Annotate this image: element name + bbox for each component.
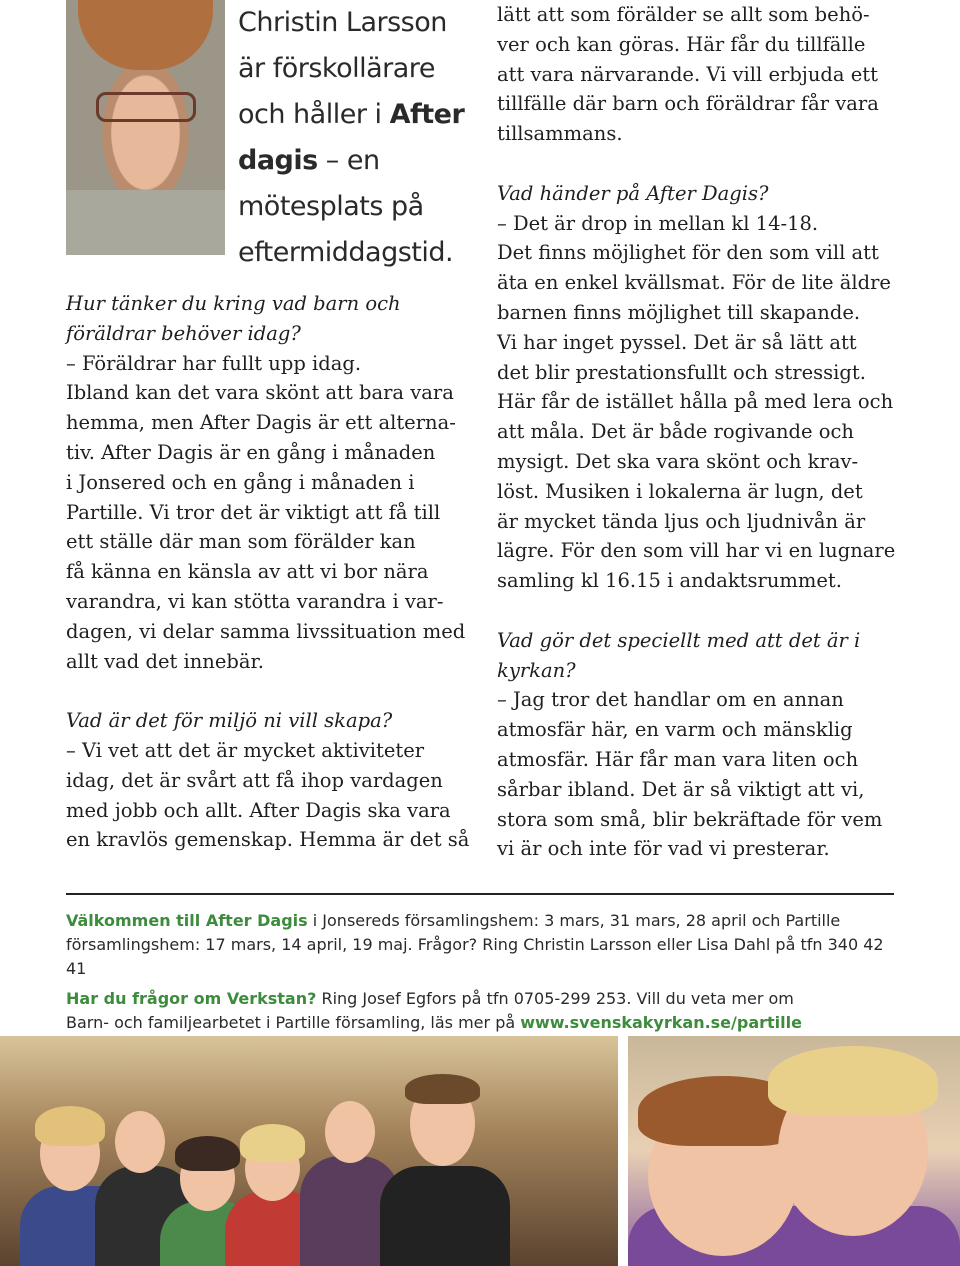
article-column-right	[497, 0, 897, 864]
body-line: lätt att som förälder se allt som behö-	[497, 3, 870, 26]
body-line: Ibland kan det vara skönt att bara vara	[66, 381, 454, 405]
body-line: det blir prestationsfullt och stressigt.	[497, 360, 866, 384]
verkstan-line-2	[66, 1011, 906, 1035]
body-line: tiv. After Dagis är en gång i månaden	[66, 440, 436, 464]
body-line: med jobb och allt. After Dagis ska vara	[66, 798, 451, 822]
body-line: atmosfär här, en varm och mänsklig	[497, 718, 853, 742]
welcome-text: i Jonsereds församlingshem: 3 mars, 31 mars, 28 april och Partille	[307, 911, 841, 930]
intro-text: och håller i	[238, 99, 390, 130]
body-line: vi är och inte för vad vi presterar.	[497, 837, 830, 861]
portrait-photo	[66, 0, 225, 255]
portrait-hair	[78, 0, 213, 70]
body-line: idag, det är svårt att få ihop vardagen	[66, 768, 443, 792]
intro-text: – en	[317, 145, 380, 176]
verkstan-text: Ring Josef Egfors på tfn 0705-299 253. Vill du veta mer om	[316, 989, 794, 1008]
body-line: få känna en känsla av att vi bor nära	[66, 560, 429, 584]
body-line: sårbar ibland. Det är så viktigt att vi,	[497, 777, 865, 801]
body-line: allt vad det innebär.	[66, 649, 264, 673]
welcome-line-2: församlingshem: 17 mars, 14 april, 19 maj. Frågor? Ring Christin Larsson eller Lisa Dahl på tfn 340 42 41	[66, 935, 884, 978]
body-line: Här får de istället hålla på med lera och	[497, 390, 894, 414]
paragraph-gap	[66, 676, 471, 706]
body-line: Vi har inget pyssel. Det är så lätt att	[497, 330, 857, 354]
intro-line: eftermiddagstid.	[238, 237, 454, 268]
body-line: barnen finns möjlighet till skapande.	[497, 300, 861, 324]
body-line: löst. Musiken i lokalerna är lugn, det	[497, 479, 863, 503]
info-box	[66, 909, 906, 1035]
portrait-shirt	[66, 190, 225, 255]
body-line: – Det är drop in mellan kl 14-18.	[497, 211, 819, 235]
body-line: i Jonsered och en gång i månaden i	[66, 470, 415, 494]
body-line: mysigt. Det ska vara skönt och krav-	[497, 449, 859, 473]
paragraph-gap	[497, 596, 897, 626]
body-line: är mycket tända ljus och ljudnivån är	[497, 509, 866, 533]
welcome-heading: Välkommen till After Dagis	[66, 911, 308, 930]
body-line: att måla. Det är både rogivande och	[497, 420, 854, 444]
verkstan-line	[66, 987, 906, 1011]
body-line: dagen, vi delar samma livssituation med	[66, 619, 466, 643]
body-line: – Jag tror det handlar om en annan	[497, 688, 844, 712]
body-line: atmosfär. Här får man vara liten och	[497, 747, 859, 771]
question-line: kyrkan?	[497, 658, 576, 682]
body-line: stora som små, blir bekräftade för vem	[497, 807, 883, 831]
body-line: ett ställe där man som förälder kan	[66, 530, 416, 554]
intro-pullquote	[238, 0, 478, 276]
body-line: tillsammans.	[497, 122, 623, 146]
welcome-line	[66, 909, 906, 933]
body-line: Partille. Vi tror det är viktigt att få till	[66, 500, 441, 524]
body-line: ver och kan göras. Här får du tillfälle	[497, 32, 866, 56]
body-line: – Föräldrar har fullt upp idag.	[66, 351, 362, 375]
website-link[interactable]: www.svenskakyrkan.se/partille	[520, 1013, 802, 1032]
question-line: föräldrar behöver idag?	[66, 321, 301, 345]
body-line: en kravlös gemenskap. Hemma är det så	[66, 828, 470, 852]
body-line: – Vi vet att det är mycket aktiviteter	[66, 738, 425, 762]
body-line: hemma, men After Dagis är ett alterna-	[66, 411, 456, 435]
intro-line: mötesplats på	[238, 191, 424, 222]
intro-line: är förskollärare	[238, 53, 435, 84]
intro-bold: After	[389, 99, 465, 130]
body-line: lägre. För den som vill har vi en lugnare	[497, 539, 896, 563]
body-line: att vara närvarande. Vi vill erbjuda ett	[497, 62, 878, 86]
question-line: Hur tänker du kring vad barn och	[66, 292, 401, 315]
body-line: varandra, vi kan stötta varandra i var-	[66, 589, 444, 613]
group-photo	[0, 1036, 618, 1266]
intro-line: Christin Larsson	[238, 7, 447, 38]
body-line: tillfälle där barn och föräldrar får vara	[497, 92, 879, 116]
portrait-glasses	[96, 92, 196, 122]
body-line: Det finns möjlighet för den som vill att	[497, 241, 879, 265]
divider-rule	[66, 893, 894, 895]
intro-line	[238, 92, 478, 138]
body-line: äta en enkel kvällsmat. För de lite äldre	[497, 271, 891, 295]
article-column-left	[66, 289, 471, 855]
question-line: Vad händer på After Dagis?	[497, 181, 769, 205]
body-line: samling kl 16.15 i andaktsrummet.	[497, 569, 842, 593]
question-line: Vad gör det speciellt med att det är i	[497, 628, 861, 652]
question-line: Vad är det för miljö ni vill skapa?	[66, 709, 393, 733]
verkstan-text: Barn- och familjearbetet i Partille församling, läs mer på	[66, 1013, 521, 1032]
children-photo	[628, 1036, 960, 1266]
intro-bold: dagis	[238, 145, 318, 176]
verkstan-heading: Har du frågor om Verkstan?	[66, 989, 317, 1008]
paragraph-gap	[497, 149, 897, 179]
intro-line	[238, 138, 478, 184]
